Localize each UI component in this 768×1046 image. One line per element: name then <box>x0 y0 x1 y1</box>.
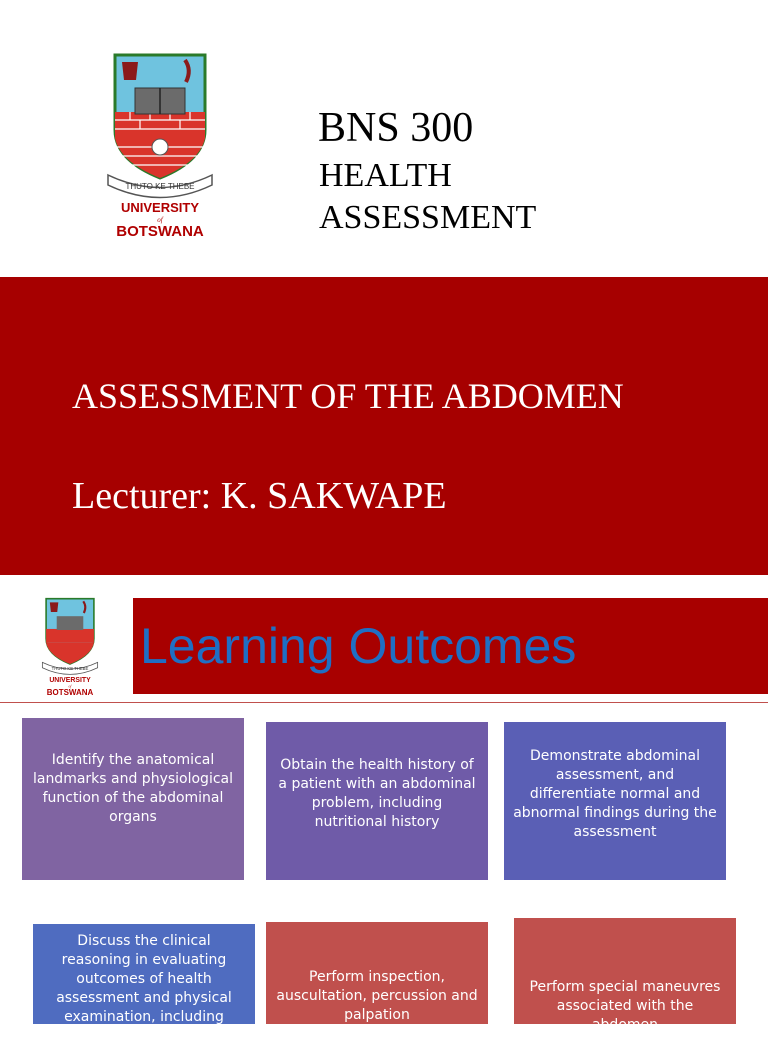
university-logo <box>100 50 220 242</box>
topic-title: ASSESSMENT OF THE ABDOMEN <box>72 376 624 416</box>
course-code: BNS 300 <box>318 105 474 151</box>
outcome-box-1: Identify the anatomical landmarks and physiological function of the abdominal organs <box>22 718 244 880</box>
lecturer-name: Lecturer: K. SAKWAPE <box>72 475 447 517</box>
logo-motto: THUTO KE THEBE <box>125 182 195 191</box>
logo-small-motto: THUTO KE THEBE <box>51 665 89 671</box>
outcome-box-6: Perform special maneuvres associated with the abdomen <box>514 918 736 1024</box>
course-title-line1: HEALTH <box>319 157 452 194</box>
logo-name-of: of <box>157 216 163 224</box>
logo-name-line2: BOTSWANA <box>116 223 204 240</box>
course-title-line2: ASSESSMENT <box>319 199 537 236</box>
outcome-box-3: Demonstrate abdominal assessment, and differentiate normal and abnormal findings during the assessment <box>504 722 726 880</box>
outcome-box-4: Discuss the clinical reasoning in evaluating outcomes of health assessment and physical examination, including documentation, <box>33 924 255 1024</box>
university-logo-small <box>38 596 102 698</box>
outcome-box-2: Obtain the health history of a patient with an abdominal problem, including nutritional history <box>266 722 488 880</box>
logo-name-line1: UNIVERSITY <box>120 200 200 215</box>
outcome-box-5: Perform inspection, auscultation, percussion and palpation <box>266 922 488 1024</box>
title-banner <box>0 277 768 575</box>
section-title: Learning Outcomes <box>140 618 577 674</box>
logo-small-name-of: of <box>68 684 72 689</box>
logo-small-name-line1: UNIVERSITY <box>49 677 91 685</box>
logo-small-name-line2: BOTSWANA <box>46 687 94 697</box>
header-divider <box>0 702 768 703</box>
